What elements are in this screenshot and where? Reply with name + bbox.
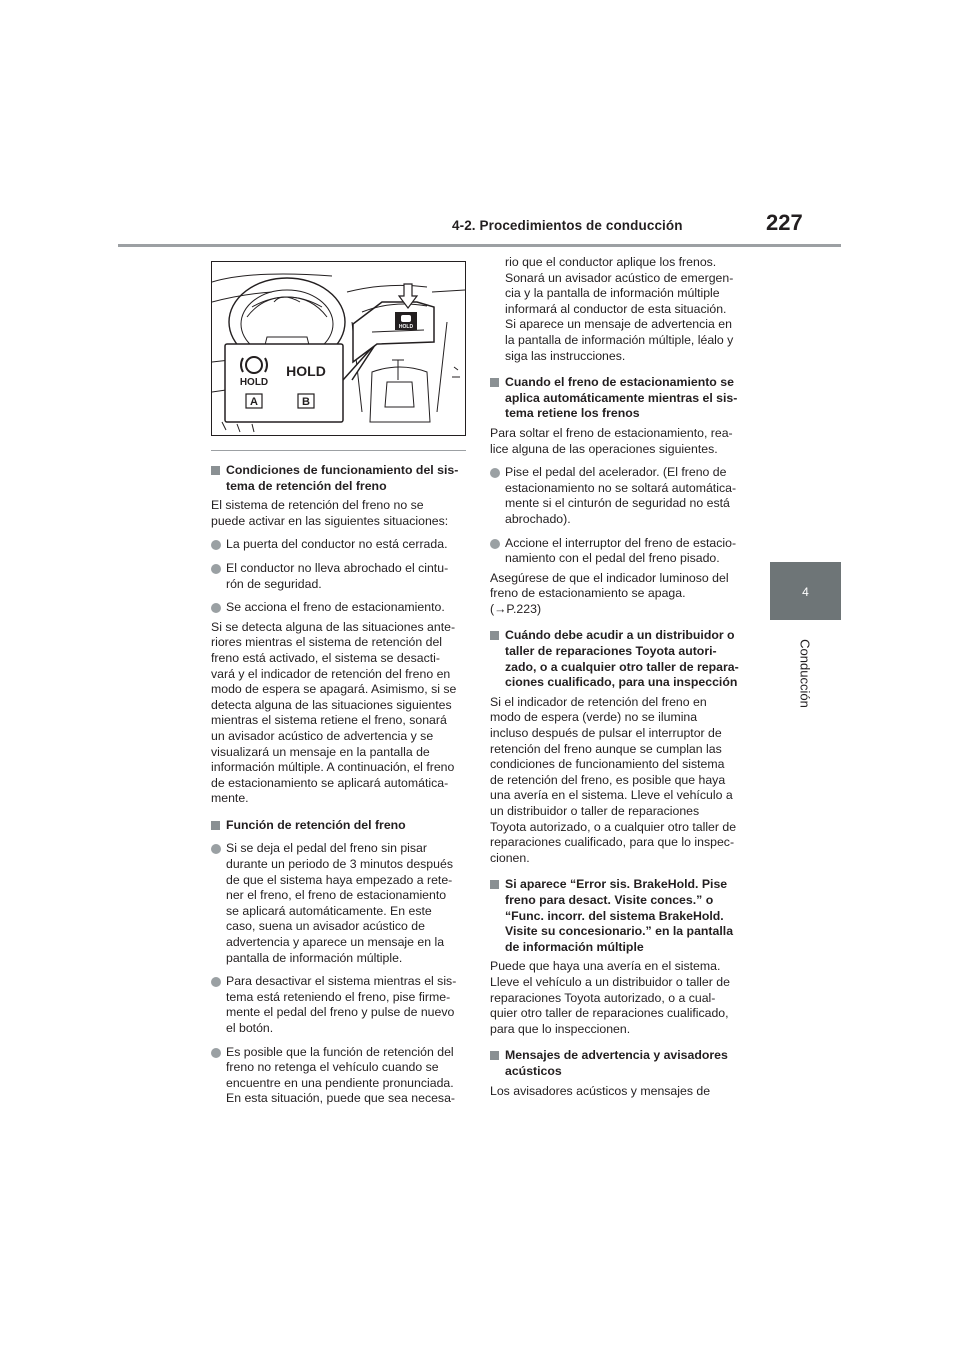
indicator-b-text: HOLD <box>286 363 326 379</box>
section-title: 4-2. Procedimientos de conducción <box>452 218 683 233</box>
button-icon-text: HOLD <box>398 324 414 330</box>
bullet-item: El conductor no lleva abrochado el cintu- rón de seguridad. <box>211 561 469 592</box>
section-heading: Si aparece “Error sis. BrakeHold. Pise freno para desact. Visite conces.” o “Func. incorr. del sistema BrakeHold. Visite su concesionario.” en la pantalla de información múltiple <box>490 877 748 955</box>
paragraph: Asegúrese de que el indicador luminoso del freno de estacionamiento se apaga. (→P.223) <box>490 570 729 616</box>
bullet-item: Si se deja el pedal del freno sin pisar durante un periodo de 3 minutos después de que el sistema haya empezado a rete- ner el freno, el freno de estacionamiento se aplicará automáticamente. En este caso, suena un avisador acústico de advertencia y aparece un mensaje en la pantalla de información múltiple. <box>211 841 469 966</box>
paragraph: Si el indicador de retención del freno en modo de espera (verde) no se ilumina incluso después de pulsar el interruptor de retención del freno aunque se cumplan las condiciones de funcionamiento del sistema de retención del freno, es posible que haya una avería en el sistema. Lleve el vehículo a un distribuidor o taller de reparaciones Toyota autorizado, o a cualquier otro taller de reparaciones cualificado, para que lo inspec- cionen. <box>490 694 737 865</box>
bullet-item: Para desactivar el sistema mientras el sis- tema está reteniendo el freno, pise firme- mente el pedal del freno y pulse de nuevo el botón. <box>211 974 469 1036</box>
bullet-item: Pise el pedal del acelerador. (El freno de estacionamiento no se soltará automática- mente si el cinturón de seguridad no está abrochado). <box>490 465 748 527</box>
section-heading: Condiciones de funcionamiento del sis- tema de retención del freno <box>211 463 469 494</box>
square-bullet-icon <box>211 466 220 475</box>
brake-hold-illustration <box>211 261 466 436</box>
circle-bullet-icon <box>211 844 221 854</box>
section-heading: Cuando el freno de estacionamiento se aplica automáticamente mientras el sis- tema retiene los frenos <box>490 375 748 422</box>
circle-bullet-icon <box>211 564 221 574</box>
section-heading: Función de retención del freno <box>211 818 469 834</box>
indicator-a-text: HOLD <box>239 377 269 388</box>
circle-bullet-icon <box>211 1048 221 1058</box>
chapter-tab <box>770 562 841 620</box>
bullet-item: La puerta del conductor no está cerrada. <box>211 537 469 553</box>
paragraph: Para soltar el freno de estacionamiento, rea- lice alguna de las operaciones siguientes. <box>490 425 733 456</box>
paragraph: Si se detecta alguna de las situaciones ante- riores mientras el sistema de retención del freno está activado, el sistema se desacti- vará y el indicador de retención del freno en modo de espera se apagará. Asimismo, si se detecta alguna de las situaciones siguientes mientras el sistema retiene el freno, sonará un avisador acústico de advertencia y se visualizará un mensaje en la pantalla de información múltiple. A continuación, el freno de estacionamiento se aplicará automática- mente. <box>211 619 457 806</box>
circle-bullet-icon <box>490 468 500 478</box>
header-rule <box>118 244 841 247</box>
square-bullet-icon <box>490 631 499 640</box>
left-column <box>211 452 469 1107</box>
circle-bullet-icon <box>211 977 221 987</box>
paragraph: Puede que haya una avería en el sistema. Lleve el vehículo a un distribuidor o taller de reparaciones Toyota autorizado, o a cual- quier otro taller de reparaciones cualificado, para que lo inspeccionen. <box>490 959 730 1036</box>
bullet-continuation: rio que el conductor aplique los frenos. Sonará un avisador acústico de emergen- cia y la pantalla de información múltiple informará al conductor de esta situación. Si aparece un mensaje de advertencia en la pantalla de información múltiple, léalo y siga las instrucciones. <box>505 255 734 363</box>
label-b: B <box>302 396 310 408</box>
circle-bullet-icon <box>211 603 221 613</box>
bullet-item: Accione el interruptor del freno de estacio- namiento con el pedal del freno pisado. <box>490 536 748 567</box>
right-column <box>490 255 748 1099</box>
section-heading: Cuándo debe acudir a un distribuidor o taller de reparaciones Toyota autori- zado, o a cualquier otro taller de repara- ciones cualificado, para una inspección <box>490 628 748 690</box>
paragraph: Los avisadores acústicos y mensajes de <box>490 1083 711 1098</box>
bullet-item: Es posible que la función de retención del freno no retenga el vehículo cuando se encuentre en una pendiente pronunciada. En esta situación, puede que sea necesa- <box>211 1045 469 1107</box>
chapter-number: 4 <box>802 585 809 599</box>
label-a: A <box>250 396 258 408</box>
dashboard-drawing <box>212 262 465 435</box>
paragraph: El sistema de retención del freno no se puede activar en las siguientes situaciones: <box>211 498 449 528</box>
figure-rule <box>211 450 466 451</box>
square-bullet-icon <box>490 1051 499 1060</box>
page-number: 227 <box>766 210 803 235</box>
chapter-label: Conducción <box>797 639 813 708</box>
section-heading: Mensajes de advertencia y avisadores acústicos <box>490 1048 748 1079</box>
square-bullet-icon <box>490 880 499 889</box>
square-bullet-icon <box>490 378 499 387</box>
bullet-item: Se acciona el freno de estacionamiento. <box>211 600 469 616</box>
square-bullet-icon <box>211 821 220 830</box>
circle-bullet-icon <box>490 539 500 549</box>
circle-bullet-icon <box>211 540 221 550</box>
